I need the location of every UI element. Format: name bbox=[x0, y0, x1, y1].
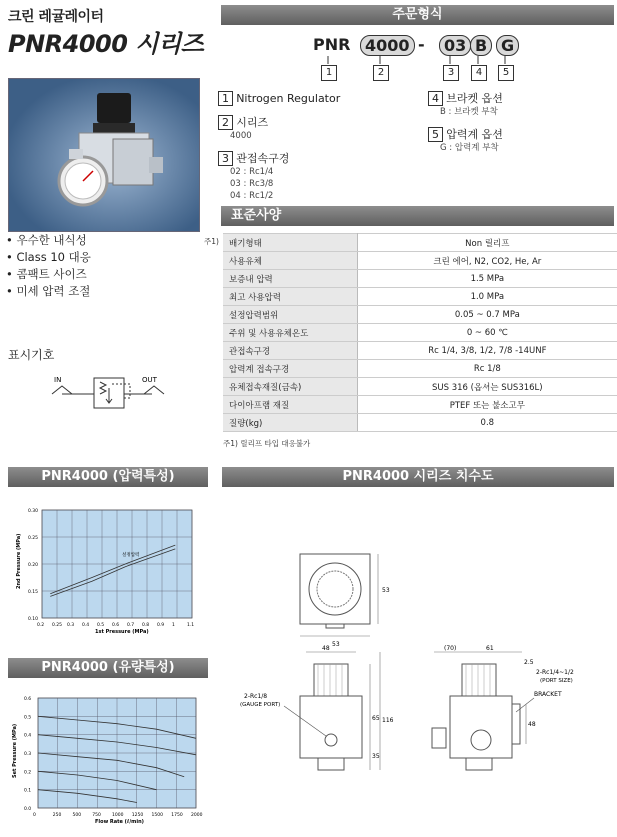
feature-item: • Class 10 대응 bbox=[6, 249, 91, 266]
x-tick-label: 250 bbox=[52, 813, 62, 818]
spec-key: 보증내 압력 bbox=[223, 270, 357, 288]
x-tick-label: 1250 bbox=[131, 813, 144, 818]
chart1-header: PNR4000 (압력특성) bbox=[8, 467, 208, 487]
y-tick-label: 0.6 bbox=[24, 697, 32, 702]
spec-row bbox=[223, 270, 617, 288]
spec-key: 최고 사용압력 bbox=[223, 288, 357, 306]
x-tick-label: 2000 bbox=[191, 813, 203, 818]
dim-65: 65 bbox=[372, 715, 380, 722]
order-sub: 04 : Rc1/2 bbox=[230, 191, 274, 201]
order-item-num: 4 bbox=[428, 91, 443, 106]
order-sub: 03 : Rc3/8 bbox=[230, 179, 274, 189]
spec-value: 0.8 bbox=[357, 414, 617, 432]
code-num-5: 5 bbox=[498, 65, 514, 81]
feature-item: • 콤팩트 사이즈 bbox=[6, 266, 91, 283]
dim-35: 35 bbox=[372, 753, 380, 760]
port-size-label: 2-Rc1/4~1/2 bbox=[536, 669, 574, 676]
order-sub: G : 압력계 부착 bbox=[440, 143, 499, 153]
y-tick-label: 0.25 bbox=[28, 536, 39, 541]
gauge-port-label: 2-Rc1/8 bbox=[244, 693, 268, 700]
bracket-label: BRACKET bbox=[534, 691, 562, 698]
dim-61: 61 bbox=[486, 645, 494, 652]
spec-key: 관접속구경 bbox=[223, 342, 357, 360]
feature-list bbox=[0, 232, 91, 300]
spec-footnote: 주1) 릴리프 타입 대응불가 bbox=[223, 439, 311, 448]
chart-annotation: 설정압력 bbox=[122, 552, 140, 558]
y-tick-label: 0.2 bbox=[24, 770, 32, 776]
code-num-3: 3 bbox=[443, 65, 459, 81]
spec-row bbox=[223, 324, 617, 342]
spec-value: SUS 316 (옵셔는 SUS316L) bbox=[357, 378, 617, 396]
order-item-num: 5 bbox=[428, 127, 443, 142]
pressure-chart bbox=[8, 500, 208, 640]
page-title: PNR4000 시리즈 bbox=[8, 30, 204, 58]
y-axis-label: 2nd Pressure (MPa) bbox=[16, 533, 22, 589]
code-bracket: B bbox=[470, 35, 492, 56]
spec-value: Non 릴리프 bbox=[357, 234, 617, 252]
dimension-drawing bbox=[222, 540, 614, 830]
y-tick-label: 0.5 bbox=[24, 715, 32, 721]
order-item-2 bbox=[218, 116, 268, 142]
y-tick-label: 0.4 bbox=[24, 733, 32, 739]
flow-chart bbox=[8, 688, 208, 828]
code-num-4: 4 bbox=[471, 65, 487, 81]
port-size-sub: (PORT SIZE) bbox=[540, 678, 573, 684]
order-item-num: 2 bbox=[218, 115, 233, 130]
y-tick-label: 0.30 bbox=[28, 509, 39, 514]
order-sub: B : 브라켓 부착 bbox=[440, 107, 498, 117]
order-item-4 bbox=[428, 92, 503, 118]
spec-value: 크린 에어, N2, CO2, He, Ar bbox=[357, 252, 617, 270]
symbol-in-label: IN bbox=[54, 376, 62, 384]
feature-item: • 우수한 내식성 bbox=[6, 232, 91, 249]
spec-row bbox=[223, 234, 617, 252]
dim-53-width: 53 bbox=[332, 641, 340, 648]
spec-key: 다이아프램 재질 bbox=[223, 396, 357, 414]
x-tick-label: 0.2 bbox=[37, 623, 45, 628]
x-tick-label: 0 bbox=[33, 813, 36, 818]
y-tick-label: 0.20 bbox=[28, 563, 39, 568]
code-num-2: 2 bbox=[373, 65, 389, 81]
order-item-label: 압력계 옵션 bbox=[446, 128, 503, 141]
product-photo bbox=[8, 78, 200, 232]
x-tick-label: 1000 bbox=[112, 813, 124, 818]
spec-row bbox=[223, 342, 617, 360]
spec-key: 배기형태 bbox=[223, 234, 357, 252]
regulator-illustration bbox=[9, 79, 199, 231]
order-item-3 bbox=[218, 152, 289, 202]
x-tick-label: 0.4 bbox=[82, 623, 90, 628]
spec-value: Rc 1/4, 3/8, 1/2, 7/8 -14UNF bbox=[357, 342, 617, 360]
spec-key: 유체접속재질(금속) bbox=[223, 378, 357, 396]
x-tick-label: 1500 bbox=[151, 813, 163, 818]
order-item-1 bbox=[218, 92, 340, 106]
spec-row bbox=[223, 414, 617, 432]
dim-48-side: 48 bbox=[528, 721, 536, 728]
spec-value: 0 ~ 60 ℃ bbox=[357, 324, 617, 342]
order-item-5 bbox=[428, 128, 503, 154]
code-prefix: PNR bbox=[313, 35, 351, 54]
spec-key: 사용유체 bbox=[223, 252, 357, 270]
x-tick-label: 0.5 bbox=[97, 623, 105, 628]
code-num-1: 1 bbox=[321, 65, 337, 81]
order-item-label: Nitrogen Regulator bbox=[236, 92, 341, 105]
y-axis-label: Set Pressure (MPa) bbox=[12, 723, 18, 778]
spec-key: 설정압력범위 bbox=[223, 306, 357, 324]
spec-row bbox=[223, 378, 617, 396]
x-tick-label: 1 bbox=[172, 623, 175, 628]
chart2-header: PNR4000 (유량특성) bbox=[8, 658, 208, 678]
spec-row bbox=[223, 360, 617, 378]
spec-value: Rc 1/8 bbox=[357, 360, 617, 378]
spec-row bbox=[223, 252, 617, 270]
order-sub: 02 : Rc1/4 bbox=[230, 167, 274, 177]
x-axis-label: 1st Pressure (MPa) bbox=[95, 629, 149, 635]
x-tick-label: 500 bbox=[72, 813, 82, 818]
x-tick-label: 1.1 bbox=[187, 623, 195, 628]
order-item-label: 브라켓 옵션 bbox=[446, 92, 503, 105]
dim-2-5: 2.5 bbox=[524, 659, 534, 666]
y-tick-label: 0.0 bbox=[24, 807, 32, 812]
x-tick-label: 750 bbox=[92, 813, 101, 818]
x-tick-label: 0.8 bbox=[142, 623, 150, 628]
y-tick-label: 0.1 bbox=[24, 788, 32, 794]
order-item-num: 1 bbox=[218, 91, 233, 106]
y-tick-label: 0.3 bbox=[24, 752, 32, 757]
x-tick-label: 0.25 bbox=[52, 623, 63, 628]
spec-value: 1.5 MPa bbox=[357, 270, 617, 288]
dim-48: 48 bbox=[322, 645, 330, 652]
spec-key: 질량(kg) bbox=[223, 414, 357, 432]
dim-70: (70) bbox=[444, 645, 457, 652]
spec-note-mark: 주1) bbox=[204, 237, 219, 246]
order-item-num: 3 bbox=[218, 151, 233, 166]
spec-header: 표준사양 bbox=[221, 206, 614, 226]
code-series: 4000 bbox=[360, 35, 415, 56]
feature-item: • 미세 압력 조절 bbox=[6, 283, 91, 300]
x-tick-label: 0.6 bbox=[112, 623, 120, 628]
order-sub: 4000 bbox=[230, 131, 252, 141]
spec-row bbox=[223, 396, 617, 414]
symbol-out-label: OUT bbox=[142, 376, 157, 384]
dim-116: 116 bbox=[382, 717, 394, 724]
spec-value: PTEF 또는 불소고무 bbox=[357, 396, 617, 414]
dimension-header: PNR4000 시리즈 치수도 bbox=[222, 467, 614, 487]
order-item-label: 시리즈 bbox=[236, 116, 269, 129]
spec-row bbox=[223, 306, 617, 324]
y-tick-label: 0.15 bbox=[28, 590, 39, 595]
spec-key: 압력계 접속구경 bbox=[223, 360, 357, 378]
dim-53-height: 53 bbox=[382, 587, 390, 594]
x-tick-label: 1750 bbox=[171, 813, 183, 818]
spec-row bbox=[223, 288, 617, 306]
spec-key: 주위 및 사용유체온도 bbox=[223, 324, 357, 342]
spec-value: 0.05 ~ 0.7 MPa bbox=[357, 306, 617, 324]
order-format-header: 주문형식 bbox=[221, 5, 614, 25]
x-tick-label: 0.3 bbox=[67, 623, 75, 628]
code-port: 03 bbox=[439, 35, 471, 56]
code-dash: - bbox=[418, 35, 425, 54]
order-item-label: 관접속구경 bbox=[236, 152, 290, 165]
x-tick-label: 0.9 bbox=[157, 623, 165, 628]
x-axis-label: Flow Rate (ℓ/min) bbox=[95, 819, 144, 825]
y-tick-label: 0.10 bbox=[28, 617, 39, 622]
spec-table bbox=[223, 233, 617, 432]
gauge-port-sub: (GAUGE PORT) bbox=[240, 702, 281, 708]
code-gauge: G bbox=[496, 35, 519, 56]
symbol-title: 표시기호 bbox=[8, 348, 55, 362]
pneumatic-symbol bbox=[48, 368, 168, 418]
x-tick-label: 0.7 bbox=[127, 623, 135, 628]
series-kicker: 크린 레귤레이터 bbox=[8, 9, 104, 25]
spec-value: 1.0 MPa bbox=[357, 288, 617, 306]
